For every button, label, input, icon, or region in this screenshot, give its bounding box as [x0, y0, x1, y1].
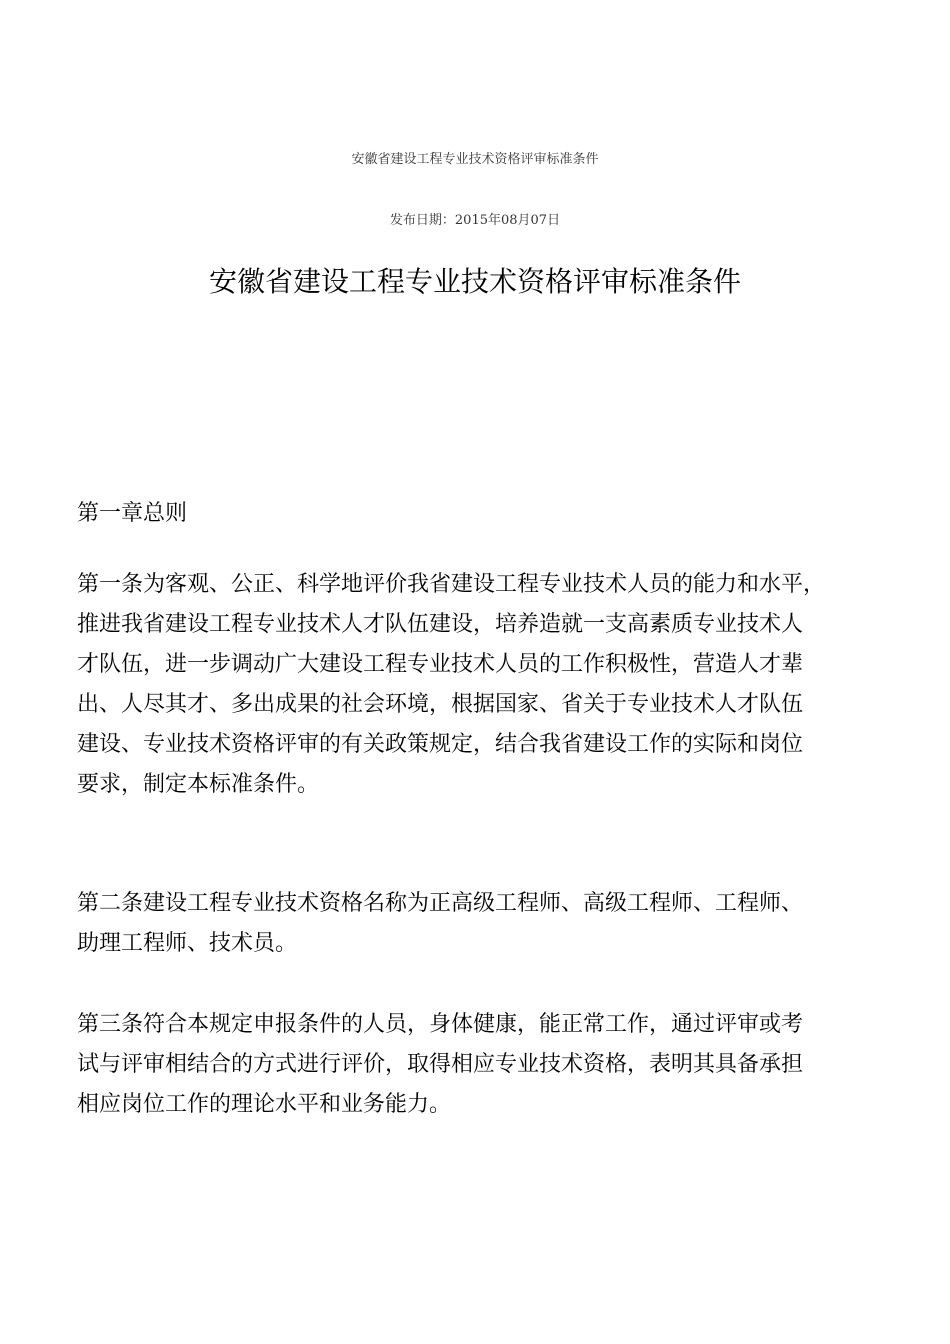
paragraph-line: 推进我省建设工程专业技术人才队伍建设，培养造就一支高素质专业技术人: [77, 612, 804, 637]
paragraph-line: 相应岗位工作的理论水平和业务能力。: [77, 1092, 452, 1117]
paragraph-line: 第三条符合本规定申报条件的人员，身体健康，能正常工作，通过评审或考: [77, 1012, 804, 1037]
paragraph-line: 试与评审相结合的方式进行评价，取得相应专业技术资格，表明其具备承担: [77, 1052, 804, 1077]
document-title: 安徽省建设工程专业技术资格评审标准条件: [208, 265, 741, 298]
paragraph-line: 出、人尽其才、多出成果的社会环境，根据国家、省关于专业技术人才队伍: [77, 692, 804, 717]
header-small-title: 安徽省建设工程专业技术资格评审标准条件: [351, 152, 599, 167]
paragraph-line: 第一条为客观、公正、科学地评价我省建设工程专业技术人员的能力和水平，: [77, 572, 826, 597]
publish-date: 发布日期：2015年08月07日: [389, 213, 561, 228]
paragraph-article-1: [77, 565, 887, 805]
paragraph-article-2: [77, 884, 887, 964]
paragraph-line: 才队伍，进一步调动广大建设工程专业技术人员的工作积极性，营造人才辈: [77, 652, 804, 677]
paragraph-line: 要求，制定本标准条件。: [77, 772, 320, 797]
paragraph-line: 助理工程师、技术员。: [77, 931, 298, 956]
paragraph-article-3: [77, 1005, 887, 1125]
paragraph-line: 第二条建设工程专业技术资格名称为正高级工程师、高级工程师、工程师、: [77, 891, 804, 916]
chapter-heading: 第一章总则: [77, 501, 188, 526]
paragraph-line: 建设、专业技术资格评审的有关政策规定，结合我省建设工作的实际和岗位: [77, 732, 804, 757]
